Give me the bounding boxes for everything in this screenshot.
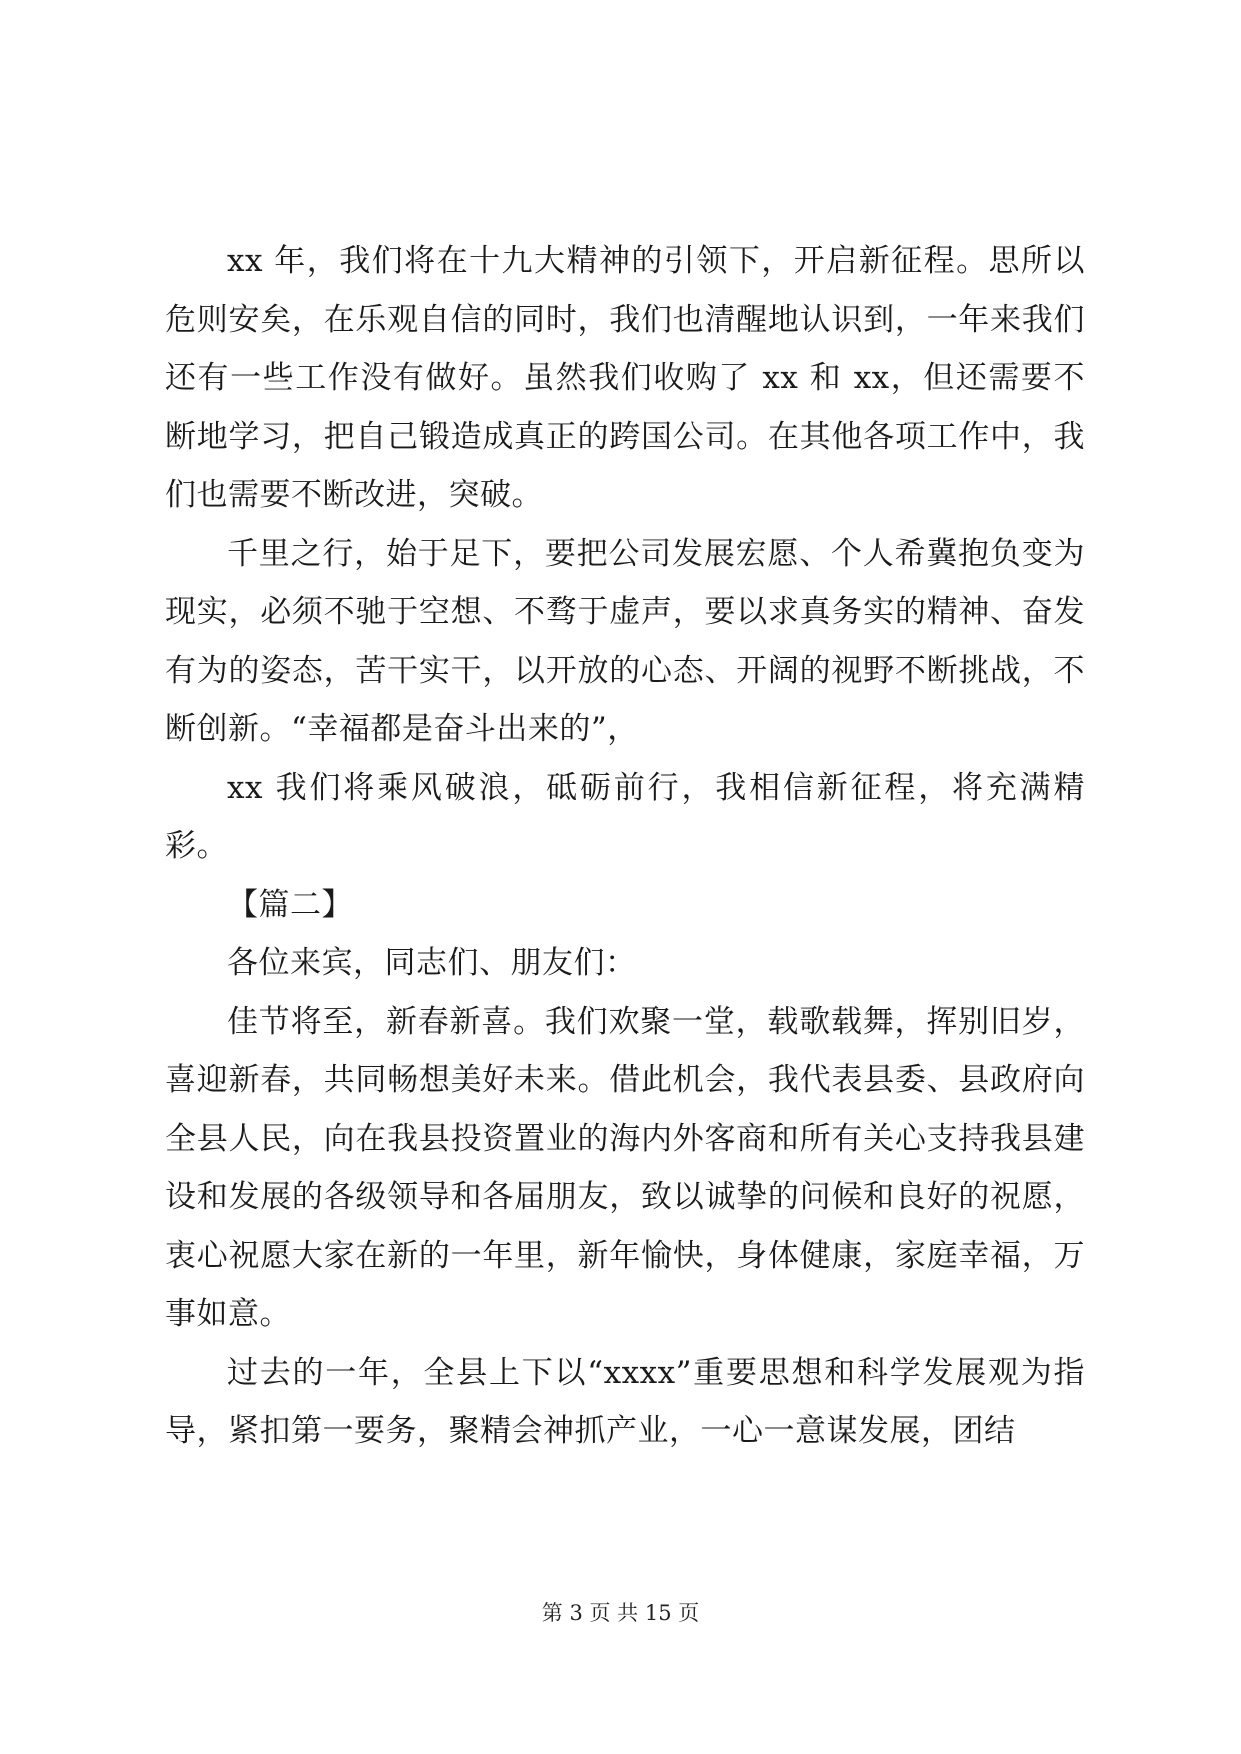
page-number-footer: 第 3 页 共 15 页 bbox=[541, 1601, 700, 1625]
paragraph-new-journey: xx 年，我们将在十九大精神的引领下，开启新征程。思所以危则安矣，在乐观自信的同时，我们也清醒地认识到，一年来我们还有一些工作没有做好。虽然我们收购了 xx 和 xx，但还需要不断地学习，把自己锻造成真正的跨国公司。在其他各项工作中，我们也需要不断改进，突破。 bbox=[165, 243, 1085, 513]
paragraph-past-year: 过去的一年，全县上下以“xxxx”重要思想和科学发展观为指导，紧扣第一要务，聚精会神抓产业，一心一意谋发展，团结 bbox=[165, 1354, 1085, 1449]
paragraph-ride-the-wind: xx 我们将乘风破浪，砥砺前行，我相信新征程，将充满精彩。 bbox=[165, 769, 1085, 864]
section-heading-part-two: 【篇二】 bbox=[227, 886, 353, 923]
paragraph-journey-of-thousand-miles: 千里之行，始于足下，要把公司发展宏愿、个人希冀抱负变为现实，必须不驰于空想、不骛于虚声，要以求真务实的精神、奋发有为的姿态，苦干实干，以开放的心态、开阔的视野不断挑战，不断创新。“幸福都是奋斗出来的”， bbox=[165, 535, 1085, 747]
paragraph-salutation: 各位来宾，同志们、朋友们： bbox=[227, 945, 637, 981]
document-body bbox=[165, 232, 1085, 1461]
paragraph-festival-greetings: 佳节将至，新春新喜。我们欢聚一堂，载歌载舞，挥别旧岁，喜迎新春，共同畅想美好未来。借此机会，我代表县委、县政府向全县人民，向在我县投资置业的海内外客商和所有关心支持我县建设和发展的各级领导和各届朋友，致以诚挚的问候和良好的祝愿，衷心祝愿大家在新的一年里，新年愉快，身体健康，家庭幸福，万事如意。 bbox=[165, 1003, 1085, 1332]
